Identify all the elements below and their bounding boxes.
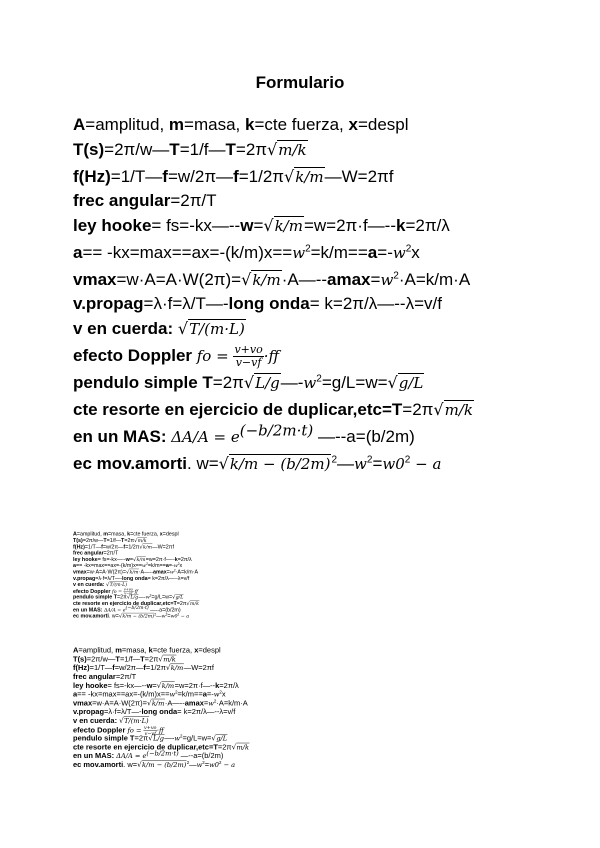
formula-line-hooke: ley hooke= fs=-kx—--w=√k/m=w=2π·f—--k=2π/λ xyxy=(73,681,239,690)
formula-line-pendulum: pendulo simple $T=2\pi√L/g—-w^2=g/L=w=√g/L$ xyxy=(73,373,424,392)
formula-line-period: T(s)=2π/w—T=1/f—T=2π√m/k xyxy=(73,537,147,544)
doppler-fraction: $\frac{v+vo}{v-vf}$ xyxy=(144,724,157,737)
formula-line-period: T(s)=2π/w—T=1/f—T=2π√m/k xyxy=(73,654,176,664)
document-title: Formulario xyxy=(255,73,345,92)
formula-line-hooke: ley hooke= fs=-kx—--w=√k/m=w=2π·f—--k=2π/λ xyxy=(73,216,450,235)
formula-line-mas: en un MAS: $\Delta A/A = e^{(-b/2m\cdot t)}$ —--a=(b/2m) xyxy=(73,421,415,446)
formula-line-hooke: ley hooke= fs=-kx—--w=√k/m=w=2π·f—--k=2π/λ xyxy=(73,556,192,563)
formula-line-frequency: f(Hz)=1/T—f=w/2π—f=1/2π√k/m—W=2πf xyxy=(73,663,215,672)
formula-line-mas: en un MAS: $\Delta A/A = e^{(-b/2m\cdot t)}$ —--a=(b/2m) xyxy=(73,604,181,613)
formula-line-definitions: A=amplitud, m=masa, k=cte fuerza, x=despl xyxy=(73,646,221,655)
formula-list xyxy=(73,114,593,477)
formula-line-doppler: efecto Doppler fo = $\frac{v+vo}{v-vf}$ ·ff xyxy=(73,587,138,596)
formula-line-angular: frec angular=2π/T xyxy=(73,191,217,210)
formula-line-propagation: v.propag=λ·f=λ/T—-long onda= k=2π/λ—--λ=v/f xyxy=(73,294,442,313)
formula-line-mas: en un MAS: $\Delta A/A = e^{(-b/2m\cdot t)}$ —--a=(b/2m) xyxy=(73,749,224,760)
formula-line-pendulum: pendulo simple $T=2\pi√L/g—-w^2=g/L=w=√g/L$ xyxy=(73,734,228,743)
formula-line-acceleration: $a== -kx=\max==ax=-(k/m)x==w^2=k/m==a=-w^2x$ xyxy=(73,690,226,699)
formula-line-definitions: A=amplitud, m=masa, k=cte fuerza, x=despl xyxy=(73,531,179,537)
formula-list-small-copy xyxy=(73,531,199,619)
formula-line-vmax: $vmax=w\cdot A=A\cdot W(2\pi)=√k/m\cdot A—--amax=w^2\cdot A=k/m\cdot A$ xyxy=(73,568,199,575)
formula-line-definitions: A=amplitud, m=masa, k=cte fuerza, x=despl xyxy=(73,115,409,134)
formula-line-string: v en cuerda: √T/(m·L) xyxy=(73,716,149,725)
formula-line-vmax: $vmax=w\cdot A=A\cdot W(2\pi)=√k/m\cdot A—--amax=w^2\cdot A=k/m\cdot A$ xyxy=(73,698,248,708)
formula-line-pendulum: pendulo simple $T=2\pi√L/g—-w^2=g/L=w=√g/L$ xyxy=(73,594,184,600)
formula-line-vmax: $vmax=w\cdot A=A\cdot W(2\pi)=√k/m\cdot A—--amax=w^2\cdot A=k/m\cdot A$ xyxy=(73,270,471,289)
formula-line-frequency: f(Hz)=1/T—f=w/2π—f=1/2π√k/m—W=2πf xyxy=(73,543,174,550)
formula-line-damped: ec mov.amorti. $w=√k/m - (b/2m)^2—w^2=w0^2 - a$ xyxy=(73,760,236,769)
formula-line-acceleration: $a== -kx=\max==ax=-(k/m)x==w^2=k/m==a=-w^2x$ xyxy=(73,243,420,262)
formula-list-medium-copy xyxy=(73,646,249,769)
doppler-fraction: $\frac{v+vo}{v-vf}$ xyxy=(234,343,263,370)
formula-list xyxy=(73,646,319,769)
formula-line-period: T(s)=2π/w—T=1/f—T=2π√m/k xyxy=(73,140,307,159)
formula-list xyxy=(73,531,249,619)
formula-line-spring: cte resorte en ejercicio de duplicar,etc=T=2π√m/k xyxy=(73,742,249,752)
formula-line-doppler: efecto Doppler fo = $\frac{v+vo}{v-vf}$ ·ff xyxy=(73,343,280,370)
doppler-fraction: $\frac{v+vo}{v-vf}$ xyxy=(123,587,133,596)
formula-line-acceleration: $a== -kx=\max==ax=-(k/m)x==w^2=k/m==a=-w^2x$ xyxy=(73,562,183,569)
formula-line-spring: cte resorte en ejercicio de duplicar,etc=T=2π√m/k xyxy=(73,600,199,607)
formula-line-damped: ec mov.amorti. $w=√k/m - (b/2m)^2—w^2=w0^2 - a$ xyxy=(73,612,190,619)
formula-line-damped: ec mov.amorti. $w=√k/m - (b/2m)^2—w^2=w0^2 - a$ xyxy=(73,454,442,473)
formula-line-string: v en cuerda: √T/(m·L) xyxy=(73,581,128,588)
formula-line-string: v en cuerda: √T/(m·L) xyxy=(73,319,245,338)
formula-line-doppler: efecto Doppler fo = $\frac{v+vo}{v-vf}$ ·ff xyxy=(73,724,164,737)
formula-line-propagation: v.propag=λ·f=λ/T—-long onda= k=2π/λ—--λ=v/f xyxy=(73,575,190,582)
formula-line-angular: frec angular=2π/T xyxy=(73,549,119,556)
formula-line-angular: frec angular=2π/T xyxy=(73,672,137,681)
formula-line-spring: cte resorte en ejercicio de duplicar,etc=T=2π√m/k xyxy=(73,400,473,419)
formula-line-propagation: v.propag=λ·f=λ/T—-long onda= k=2π/λ—--λ=v/f xyxy=(73,707,236,716)
formula-line-frequency: f(Hz)=1/T—f=w/2π—f=1/2π√k/m—W=2πf xyxy=(73,167,394,186)
